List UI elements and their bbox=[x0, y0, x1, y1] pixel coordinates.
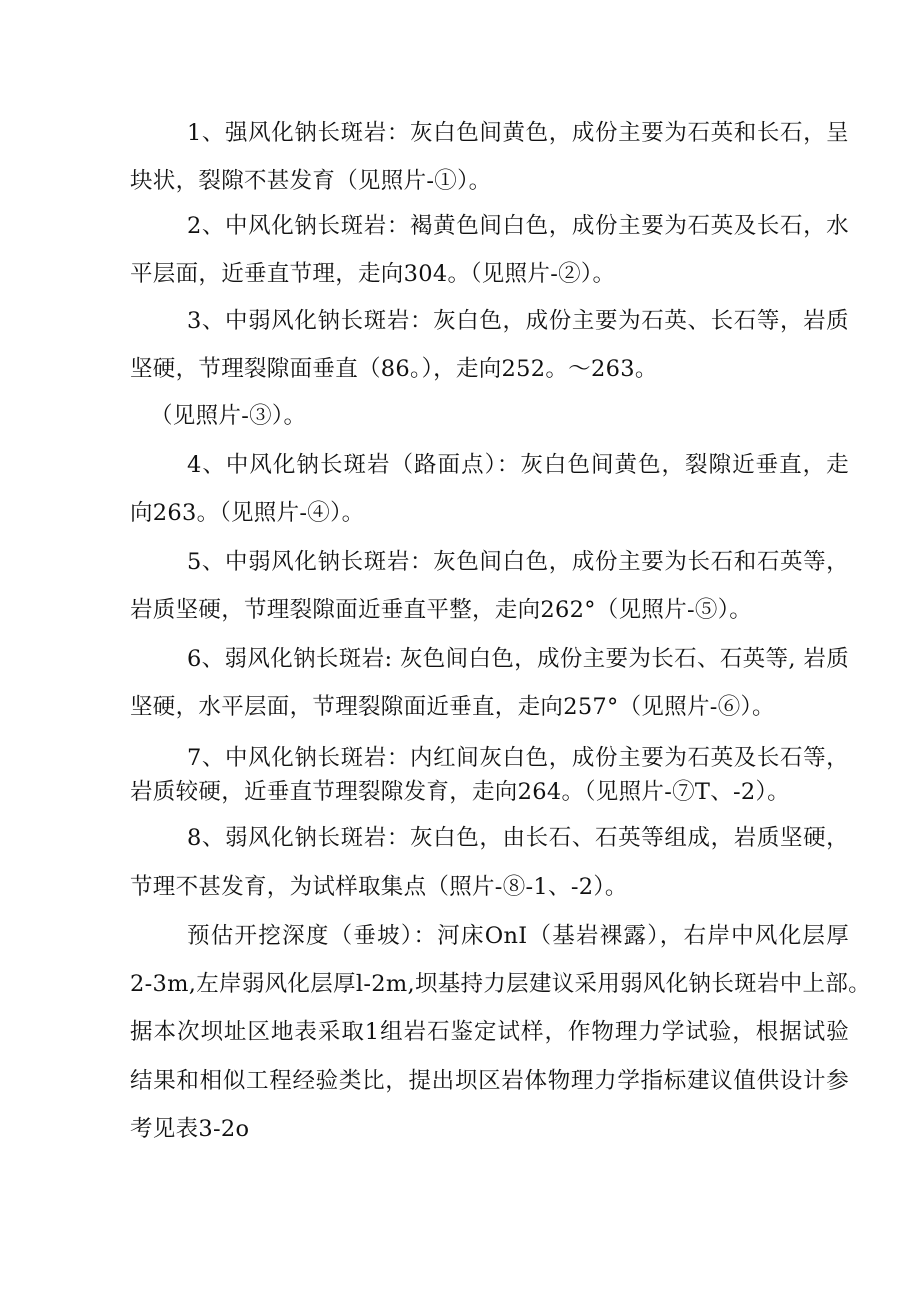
paragraph-7-line-2: 岩质较硬，近垂直节理裂隙发育，走向264。（见照片-⑦T、-2）。 bbox=[130, 779, 790, 805]
paragraph-3-line-2: 坚硬，节理裂隙面垂直（86。），走向252。～263。 bbox=[130, 356, 658, 382]
paragraph-2-line-1: 2、中风化钠长斑岩：褐黄色间白色，成份主要为石英及长石，水 bbox=[187, 213, 849, 239]
paragraph-9-line-5: 考见表3-2o bbox=[130, 1116, 250, 1142]
paragraph-4-line-1: 4、中风化钠长斑岩（路面点）：灰白色间黄色，裂隙近垂直，走 bbox=[187, 452, 849, 478]
paragraph-9-line-4: 结果和相似工程经验类比，提出坝区岩体物理力学指标建议值供设计参 bbox=[130, 1068, 849, 1094]
paragraph-3-line-1: 3、中弱风化钠长斑岩：灰白色，成份主要为石英、长石等，岩质 bbox=[187, 308, 849, 334]
paragraph-2-line-2: 平层面，近垂直节理，走向304。（见照片-②）。 bbox=[130, 261, 616, 287]
paragraph-9-line-3: 据本次坝址区地表采取1组岩石鉴定试样，作物理力学试验，根据试验 bbox=[130, 1019, 849, 1045]
paragraph-8-line-1: 8、弱风化钠长斑岩：灰白色，由长石、石英等组成，岩质坚硬， bbox=[187, 825, 849, 851]
paragraph-1-line-1: 1、强风化钠长斑岩：灰白色间黄色，成份主要为石英和长石，呈 bbox=[187, 120, 849, 146]
paragraph-6-line-2: 坚硬，水平层面，节理裂隙面近垂直，走向257°（见照片-⑥）。 bbox=[130, 694, 775, 720]
paragraph-3-line-3: （见照片-③）。 bbox=[150, 403, 307, 429]
paragraph-6-line-1: 6、弱风化钠长斑岩: 灰色间白色，成份主要为长石、石英等, 岩质 bbox=[187, 646, 849, 672]
paragraph-9-line-2: 2-3m,左岸弱风化层厚l-2m,坝基持力层建议采用弱风化钠长斑岩中上部。 bbox=[130, 971, 871, 997]
paragraph-1-line-2: 块状，裂隙不甚发育（见照片-①）。 bbox=[130, 168, 492, 194]
paragraph-5-line-1: 5、中弱风化钠长斑岩：灰色间白色，成份主要为长石和石英等， bbox=[187, 549, 849, 575]
paragraph-5-line-2: 岩质坚硬，节理裂隙面近垂直平整，走向262°（见照片-⑤）。 bbox=[130, 597, 753, 623]
paragraph-4-line-2: 向263。（见照片-④）。 bbox=[130, 500, 365, 526]
paragraph-8-line-2: 节理不甚发育，为试样取集点（照片-⑧-1、-2）。 bbox=[130, 874, 628, 900]
paragraph-9-line-1: 预估开挖深度（垂坡）：河床OnI（基岩裸露），右岸中风化层厚 bbox=[187, 923, 849, 949]
paragraph-7-line-1: 7、中风化钠长斑岩：内红间灰白色，成份主要为石英及长石等， bbox=[187, 745, 849, 771]
